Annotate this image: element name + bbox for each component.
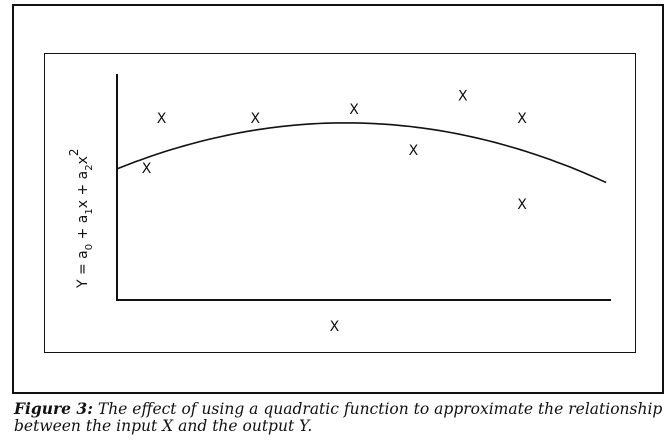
quadratic-fit-curve (117, 123, 606, 183)
data-points (142, 89, 527, 336)
data-point-1: X (141, 160, 152, 177)
data-point-3: X (250, 111, 261, 128)
caption-label: Figure 3: (14, 399, 93, 418)
y-axis-label: $Y = a_0 + a_1x + a_2x2$ (67, 148, 95, 288)
figure-caption (14, 400, 664, 435)
data-point-4: X (349, 102, 359, 119)
data-point-9: X (329, 319, 340, 336)
data-point-8: X (517, 197, 527, 214)
data-point-7: X (517, 111, 527, 128)
data-point-5: X (408, 142, 419, 159)
data-point-6: X (458, 88, 468, 105)
data-point-2: X (156, 111, 167, 128)
caption-text: The effect of using a quadratic function to approximate the relationship between the input X and the output Y. (14, 400, 663, 435)
